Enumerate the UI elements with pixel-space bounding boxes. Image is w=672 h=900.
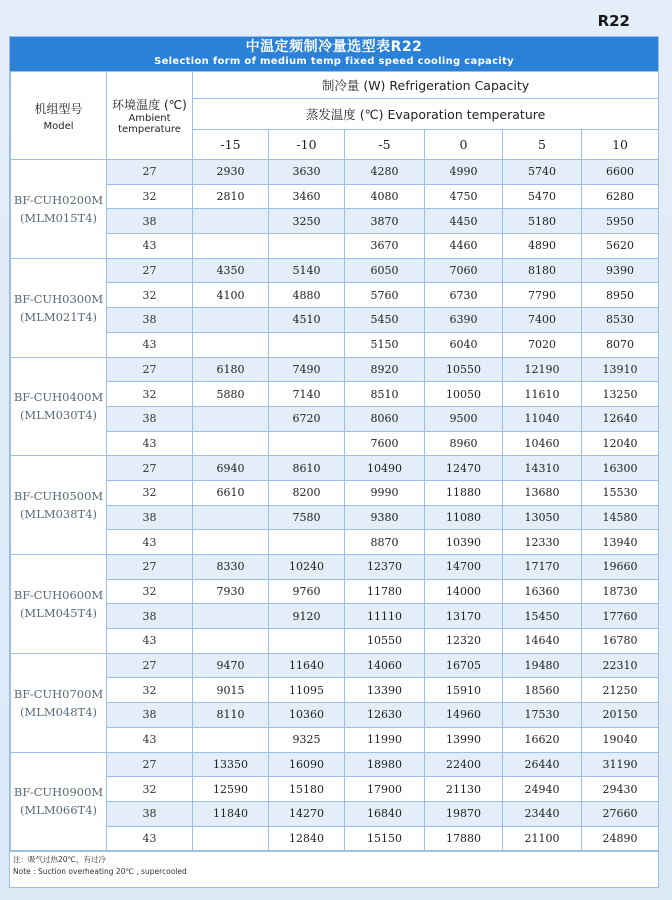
table-row xyxy=(11,382,659,407)
capacity-cell: 3460 xyxy=(269,184,345,209)
capacity-cell: 15450 xyxy=(503,604,582,629)
table-row xyxy=(11,332,659,357)
capacity-cell: 14960 xyxy=(425,703,503,728)
capacity-cell: 3630 xyxy=(269,160,345,185)
capacity-cell: 10550 xyxy=(345,629,425,654)
footnote-cn: 注：吸气过热20℃，有过冷 xyxy=(13,855,106,865)
capacity-cell: 3670 xyxy=(345,234,425,259)
model-header-en: Model xyxy=(43,120,74,132)
model-cell xyxy=(11,555,107,654)
model-code: (MLM038T4) xyxy=(19,507,98,522)
capacity-cell: 4100 xyxy=(193,283,269,308)
capacity-cell: 11880 xyxy=(425,480,503,505)
evap-temp-cell: -15 xyxy=(193,130,269,160)
capacity-cell: 27660 xyxy=(582,801,659,826)
model-name: BF-CUH0500M xyxy=(13,489,104,504)
capacity-cell: 12840 xyxy=(269,826,345,851)
capacity-cell: 9120 xyxy=(269,604,345,629)
model-name: BF-CUH0700M xyxy=(13,686,104,701)
capacity-cell: 12320 xyxy=(425,629,503,654)
selection-table-frame xyxy=(9,36,659,888)
model-cell xyxy=(11,357,107,456)
capacity-cell: 21100 xyxy=(503,826,582,851)
capacity-cell: 13680 xyxy=(503,480,582,505)
capacity-cell: 9380 xyxy=(345,505,425,530)
table-row xyxy=(11,752,659,777)
capacity-cell: 10390 xyxy=(425,530,503,555)
model-header xyxy=(11,72,107,160)
capacity-cell: 4080 xyxy=(345,184,425,209)
capacity-cell: 5150 xyxy=(345,332,425,357)
capacity-cell xyxy=(193,826,269,851)
title-en: Selection form of medium temp fixed speed cooling capacity xyxy=(154,56,514,67)
capacity-cell: 3250 xyxy=(269,209,345,234)
ambient-temp-cell: 38 xyxy=(107,406,193,431)
capacity-cell: 12040 xyxy=(582,431,659,456)
capacity-cell xyxy=(193,505,269,530)
capacity-cell: 6180 xyxy=(193,357,269,382)
capacity-cell: 22400 xyxy=(425,752,503,777)
evap-temp-cell: -5 xyxy=(345,130,425,160)
capacity-cell xyxy=(193,234,269,259)
ambient-temp-cell: 43 xyxy=(107,629,193,654)
capacity-cell: 21250 xyxy=(582,678,659,703)
capacity-cell: 8610 xyxy=(269,456,345,481)
ambient-temp-cell: 38 xyxy=(107,801,193,826)
capacity-cell: 16090 xyxy=(269,752,345,777)
capacity-cell: 10240 xyxy=(269,555,345,580)
capacity-cell: 12590 xyxy=(193,777,269,802)
ambient-temp-cell: 43 xyxy=(107,530,193,555)
capacity-cell xyxy=(269,431,345,456)
capacity-cell: 5740 xyxy=(503,160,582,185)
capacity-cell: 19870 xyxy=(425,801,503,826)
capacity-cell: 5450 xyxy=(345,308,425,333)
capacity-cell: 11990 xyxy=(345,727,425,752)
table-row xyxy=(11,678,659,703)
title-bar xyxy=(10,37,658,71)
table-row xyxy=(11,480,659,505)
ambient-header-en-1: Ambient xyxy=(128,113,171,124)
evap-temp-cell: 5 xyxy=(503,130,582,160)
table-row xyxy=(11,727,659,752)
table-row xyxy=(11,160,659,185)
model-code: (MLM015T4) xyxy=(19,210,98,225)
evap-temp-cell: 10 xyxy=(582,130,659,160)
capacity-cell: 4460 xyxy=(425,234,503,259)
evap-temp-cell: -10 xyxy=(269,130,345,160)
ambient-temp-cell: 38 xyxy=(107,209,193,234)
capacity-cell xyxy=(193,406,269,431)
model-cell xyxy=(11,653,107,752)
ambient-header-cn: 环境温度 (℃) xyxy=(112,98,187,112)
capacity-cell: 11080 xyxy=(425,505,503,530)
table-row xyxy=(11,406,659,431)
ambient-temp-cell: 27 xyxy=(107,456,193,481)
table-row xyxy=(11,530,659,555)
capacity-cell: 15530 xyxy=(582,480,659,505)
table-row xyxy=(11,801,659,826)
capacity-cell: 11640 xyxy=(269,653,345,678)
capacity-cell: 7580 xyxy=(269,505,345,530)
capacity-cell: 5620 xyxy=(582,234,659,259)
ambient-temp-cell: 38 xyxy=(107,703,193,728)
capacity-cell: 22310 xyxy=(582,653,659,678)
model-code: (MLM045T4) xyxy=(19,605,98,620)
capacity-cell: 12630 xyxy=(345,703,425,728)
table-row xyxy=(11,308,659,333)
ambient-temp-cell: 27 xyxy=(107,555,193,580)
capacity-cell: 13170 xyxy=(425,604,503,629)
capacity-cell: 13910 xyxy=(582,357,659,382)
capacity-cell: 4510 xyxy=(269,308,345,333)
capacity-cell: 4350 xyxy=(193,258,269,283)
capacity-cell: 14000 xyxy=(425,579,503,604)
capacity-cell: 7060 xyxy=(425,258,503,283)
evaporation-header: 蒸发温度 (℃) Evaporation temperature xyxy=(193,99,659,130)
footnote-en: Note : Suction overheating 20℃ , supercooled xyxy=(13,867,187,877)
table-row xyxy=(11,653,659,678)
ambient-header xyxy=(107,72,193,160)
capacity-cell: 17880 xyxy=(425,826,503,851)
ambient-temp-cell: 27 xyxy=(107,258,193,283)
capacity-cell: 10360 xyxy=(269,703,345,728)
table-row xyxy=(11,456,659,481)
table-row xyxy=(11,505,659,530)
ambient-temp-cell: 38 xyxy=(107,505,193,530)
capacity-cell xyxy=(193,308,269,333)
capacity-cell: 8920 xyxy=(345,357,425,382)
capacity-cell: 13350 xyxy=(193,752,269,777)
capacity-cell xyxy=(269,629,345,654)
capacity-cell: 23440 xyxy=(503,801,582,826)
capacity-cell: 16300 xyxy=(582,456,659,481)
capacity-cell: 10550 xyxy=(425,357,503,382)
capacity-cell xyxy=(193,530,269,555)
capacity-cell: 8180 xyxy=(503,258,582,283)
model-code: (MLM066T4) xyxy=(19,803,98,818)
capacity-cell: 7020 xyxy=(503,332,582,357)
table-row xyxy=(11,283,659,308)
table-row xyxy=(11,258,659,283)
ambient-temp-cell: 32 xyxy=(107,382,193,407)
model-name: BF-CUH0600M xyxy=(13,587,104,602)
capacity-cell: 7140 xyxy=(269,382,345,407)
model-name: BF-CUH0900M xyxy=(13,785,104,800)
capacity-cell: 4750 xyxy=(425,184,503,209)
capacity-cell: 8870 xyxy=(345,530,425,555)
capacity-cell: 10050 xyxy=(425,382,503,407)
capacity-cell: 16840 xyxy=(345,801,425,826)
refrigerant-tag: R22 xyxy=(597,12,630,30)
capacity-cell: 6390 xyxy=(425,308,503,333)
capacity-cell: 9390 xyxy=(582,258,659,283)
capacity-cell: 15910 xyxy=(425,678,503,703)
table-row xyxy=(11,579,659,604)
ambient-temp-cell: 32 xyxy=(107,480,193,505)
capacity-cell: 16705 xyxy=(425,653,503,678)
capacity-cell: 5950 xyxy=(582,209,659,234)
capacity-cell: 15150 xyxy=(345,826,425,851)
ambient-temp-cell: 38 xyxy=(107,604,193,629)
capacity-cell xyxy=(193,332,269,357)
model-cell xyxy=(11,456,107,555)
capacity-cell: 12330 xyxy=(503,530,582,555)
footnote xyxy=(10,851,658,882)
capacity-cell: 12370 xyxy=(345,555,425,580)
ambient-temp-cell: 32 xyxy=(107,777,193,802)
capacity-cell: 18980 xyxy=(345,752,425,777)
ambient-temp-cell: 32 xyxy=(107,678,193,703)
capacity-cell: 16780 xyxy=(582,629,659,654)
capacity-cell: 14060 xyxy=(345,653,425,678)
capacity-cell: 24940 xyxy=(503,777,582,802)
capacity-cell xyxy=(193,727,269,752)
capacity-cell: 2930 xyxy=(193,160,269,185)
capacity-cell: 4890 xyxy=(503,234,582,259)
capacity-cell: 6730 xyxy=(425,283,503,308)
capacity-cell xyxy=(193,209,269,234)
capacity-cell xyxy=(193,604,269,629)
capacity-cell: 14580 xyxy=(582,505,659,530)
capacity-cell: 8510 xyxy=(345,382,425,407)
table-row xyxy=(11,826,659,851)
ambient-temp-cell: 27 xyxy=(107,160,193,185)
capacity-cell: 29430 xyxy=(582,777,659,802)
ambient-temp-cell: 43 xyxy=(107,332,193,357)
capacity-cell: 18730 xyxy=(582,579,659,604)
capacity-cell: 14310 xyxy=(503,456,582,481)
capacity-cell: 17900 xyxy=(345,777,425,802)
capacity-cell: 21130 xyxy=(425,777,503,802)
capacity-cell: 5760 xyxy=(345,283,425,308)
table-row xyxy=(11,431,659,456)
capacity-cell: 9325 xyxy=(269,727,345,752)
capacity-cell: 4990 xyxy=(425,160,503,185)
capacity-cell: 14640 xyxy=(503,629,582,654)
capacity-cell: 8200 xyxy=(269,480,345,505)
evap-temp-cell: 0 xyxy=(425,130,503,160)
capacity-header: 制冷量 (W) Refrigeration Capacity xyxy=(193,72,659,99)
table-row xyxy=(11,209,659,234)
capacity-cell: 10460 xyxy=(503,431,582,456)
capacity-cell: 17760 xyxy=(582,604,659,629)
capacity-cell: 13250 xyxy=(582,382,659,407)
capacity-cell: 8530 xyxy=(582,308,659,333)
capacity-cell xyxy=(269,234,345,259)
capacity-cell: 9015 xyxy=(193,678,269,703)
capacity-cell: 3870 xyxy=(345,209,425,234)
ambient-temp-cell: 27 xyxy=(107,653,193,678)
capacity-cell: 24890 xyxy=(582,826,659,851)
capacity-cell: 6610 xyxy=(193,480,269,505)
capacity-cell: 8960 xyxy=(425,431,503,456)
capacity-cell: 5180 xyxy=(503,209,582,234)
capacity-cell: 11095 xyxy=(269,678,345,703)
capacity-cell: 9500 xyxy=(425,406,503,431)
capacity-cell xyxy=(269,332,345,357)
capacity-cell: 5470 xyxy=(503,184,582,209)
capacity-cell xyxy=(269,530,345,555)
table-row xyxy=(11,184,659,209)
capacity-cell: 19040 xyxy=(582,727,659,752)
table-row xyxy=(11,234,659,259)
table-row xyxy=(11,604,659,629)
ambient-temp-cell: 32 xyxy=(107,283,193,308)
capacity-cell: 6940 xyxy=(193,456,269,481)
table-row xyxy=(11,777,659,802)
model-cell xyxy=(11,258,107,357)
capacity-cell: 8070 xyxy=(582,332,659,357)
model-header-cn: 机组型号 xyxy=(34,101,83,116)
capacity-cell: 20150 xyxy=(582,703,659,728)
capacity-cell: 7400 xyxy=(503,308,582,333)
capacity-cell: 6280 xyxy=(582,184,659,209)
capacity-cell: 13390 xyxy=(345,678,425,703)
capacity-cell: 13940 xyxy=(582,530,659,555)
capacity-cell: 12470 xyxy=(425,456,503,481)
capacity-cell: 19480 xyxy=(503,653,582,678)
capacity-cell: 9990 xyxy=(345,480,425,505)
table-row xyxy=(11,555,659,580)
capacity-cell: 4880 xyxy=(269,283,345,308)
ambient-temp-cell: 27 xyxy=(107,357,193,382)
capacity-cell: 16360 xyxy=(503,579,582,604)
ambient-temp-cell: 32 xyxy=(107,184,193,209)
capacity-cell: 14700 xyxy=(425,555,503,580)
capacity-cell: 31190 xyxy=(582,752,659,777)
capacity-cell: 19660 xyxy=(582,555,659,580)
capacity-cell: 6050 xyxy=(345,258,425,283)
capacity-cell: 7490 xyxy=(269,357,345,382)
capacity-cell: 16620 xyxy=(503,727,582,752)
ambient-header-en-2: temperature xyxy=(118,124,181,135)
capacity-cell: 26440 xyxy=(503,752,582,777)
capacity-cell: 17530 xyxy=(503,703,582,728)
table-row xyxy=(11,357,659,382)
ambient-temp-cell: 27 xyxy=(107,752,193,777)
capacity-cell: 11040 xyxy=(503,406,582,431)
capacity-cell: 17170 xyxy=(503,555,582,580)
ambient-temp-cell: 38 xyxy=(107,308,193,333)
capacity-cell: 11840 xyxy=(193,801,269,826)
capacity-cell: 8330 xyxy=(193,555,269,580)
capacity-cell: 6600 xyxy=(582,160,659,185)
model-code: (MLM021T4) xyxy=(19,309,98,324)
model-name: BF-CUH0300M xyxy=(13,291,104,306)
ambient-temp-cell: 43 xyxy=(107,234,193,259)
capacity-cell: 13990 xyxy=(425,727,503,752)
table-row xyxy=(11,629,659,654)
capacity-table xyxy=(10,71,659,851)
capacity-cell: 7930 xyxy=(193,579,269,604)
ambient-temp-cell: 43 xyxy=(107,826,193,851)
capacity-cell: 2810 xyxy=(193,184,269,209)
capacity-cell: 15180 xyxy=(269,777,345,802)
ambient-temp-cell: 43 xyxy=(107,431,193,456)
capacity-cell: 9470 xyxy=(193,653,269,678)
table-row xyxy=(11,703,659,728)
model-code: (MLM030T4) xyxy=(19,408,98,423)
capacity-cell: 9760 xyxy=(269,579,345,604)
capacity-cell: 8950 xyxy=(582,283,659,308)
capacity-cell: 6720 xyxy=(269,406,345,431)
capacity-cell xyxy=(193,431,269,456)
model-cell xyxy=(11,160,107,259)
capacity-cell: 8110 xyxy=(193,703,269,728)
capacity-cell xyxy=(193,629,269,654)
capacity-cell: 4450 xyxy=(425,209,503,234)
capacity-cell: 18560 xyxy=(503,678,582,703)
capacity-cell: 7790 xyxy=(503,283,582,308)
capacity-cell: 12190 xyxy=(503,357,582,382)
capacity-cell: 5140 xyxy=(269,258,345,283)
capacity-cell: 13050 xyxy=(503,505,582,530)
capacity-cell: 11780 xyxy=(345,579,425,604)
capacity-cell: 14270 xyxy=(269,801,345,826)
capacity-cell: 8060 xyxy=(345,406,425,431)
model-code: (MLM048T4) xyxy=(19,704,98,719)
model-name: BF-CUH0400M xyxy=(13,390,104,405)
title-cn: 中温定频制冷量选型表R22 xyxy=(245,39,423,55)
model-name: BF-CUH0200M xyxy=(13,192,104,207)
capacity-cell: 11610 xyxy=(503,382,582,407)
model-cell xyxy=(11,752,107,851)
capacity-cell: 12640 xyxy=(582,406,659,431)
capacity-cell: 4280 xyxy=(345,160,425,185)
capacity-cell: 7600 xyxy=(345,431,425,456)
capacity-cell: 11110 xyxy=(345,604,425,629)
capacity-cell: 6040 xyxy=(425,332,503,357)
capacity-cell: 5880 xyxy=(193,382,269,407)
ambient-temp-cell: 43 xyxy=(107,727,193,752)
capacity-cell: 10490 xyxy=(345,456,425,481)
ambient-temp-cell: 32 xyxy=(107,579,193,604)
